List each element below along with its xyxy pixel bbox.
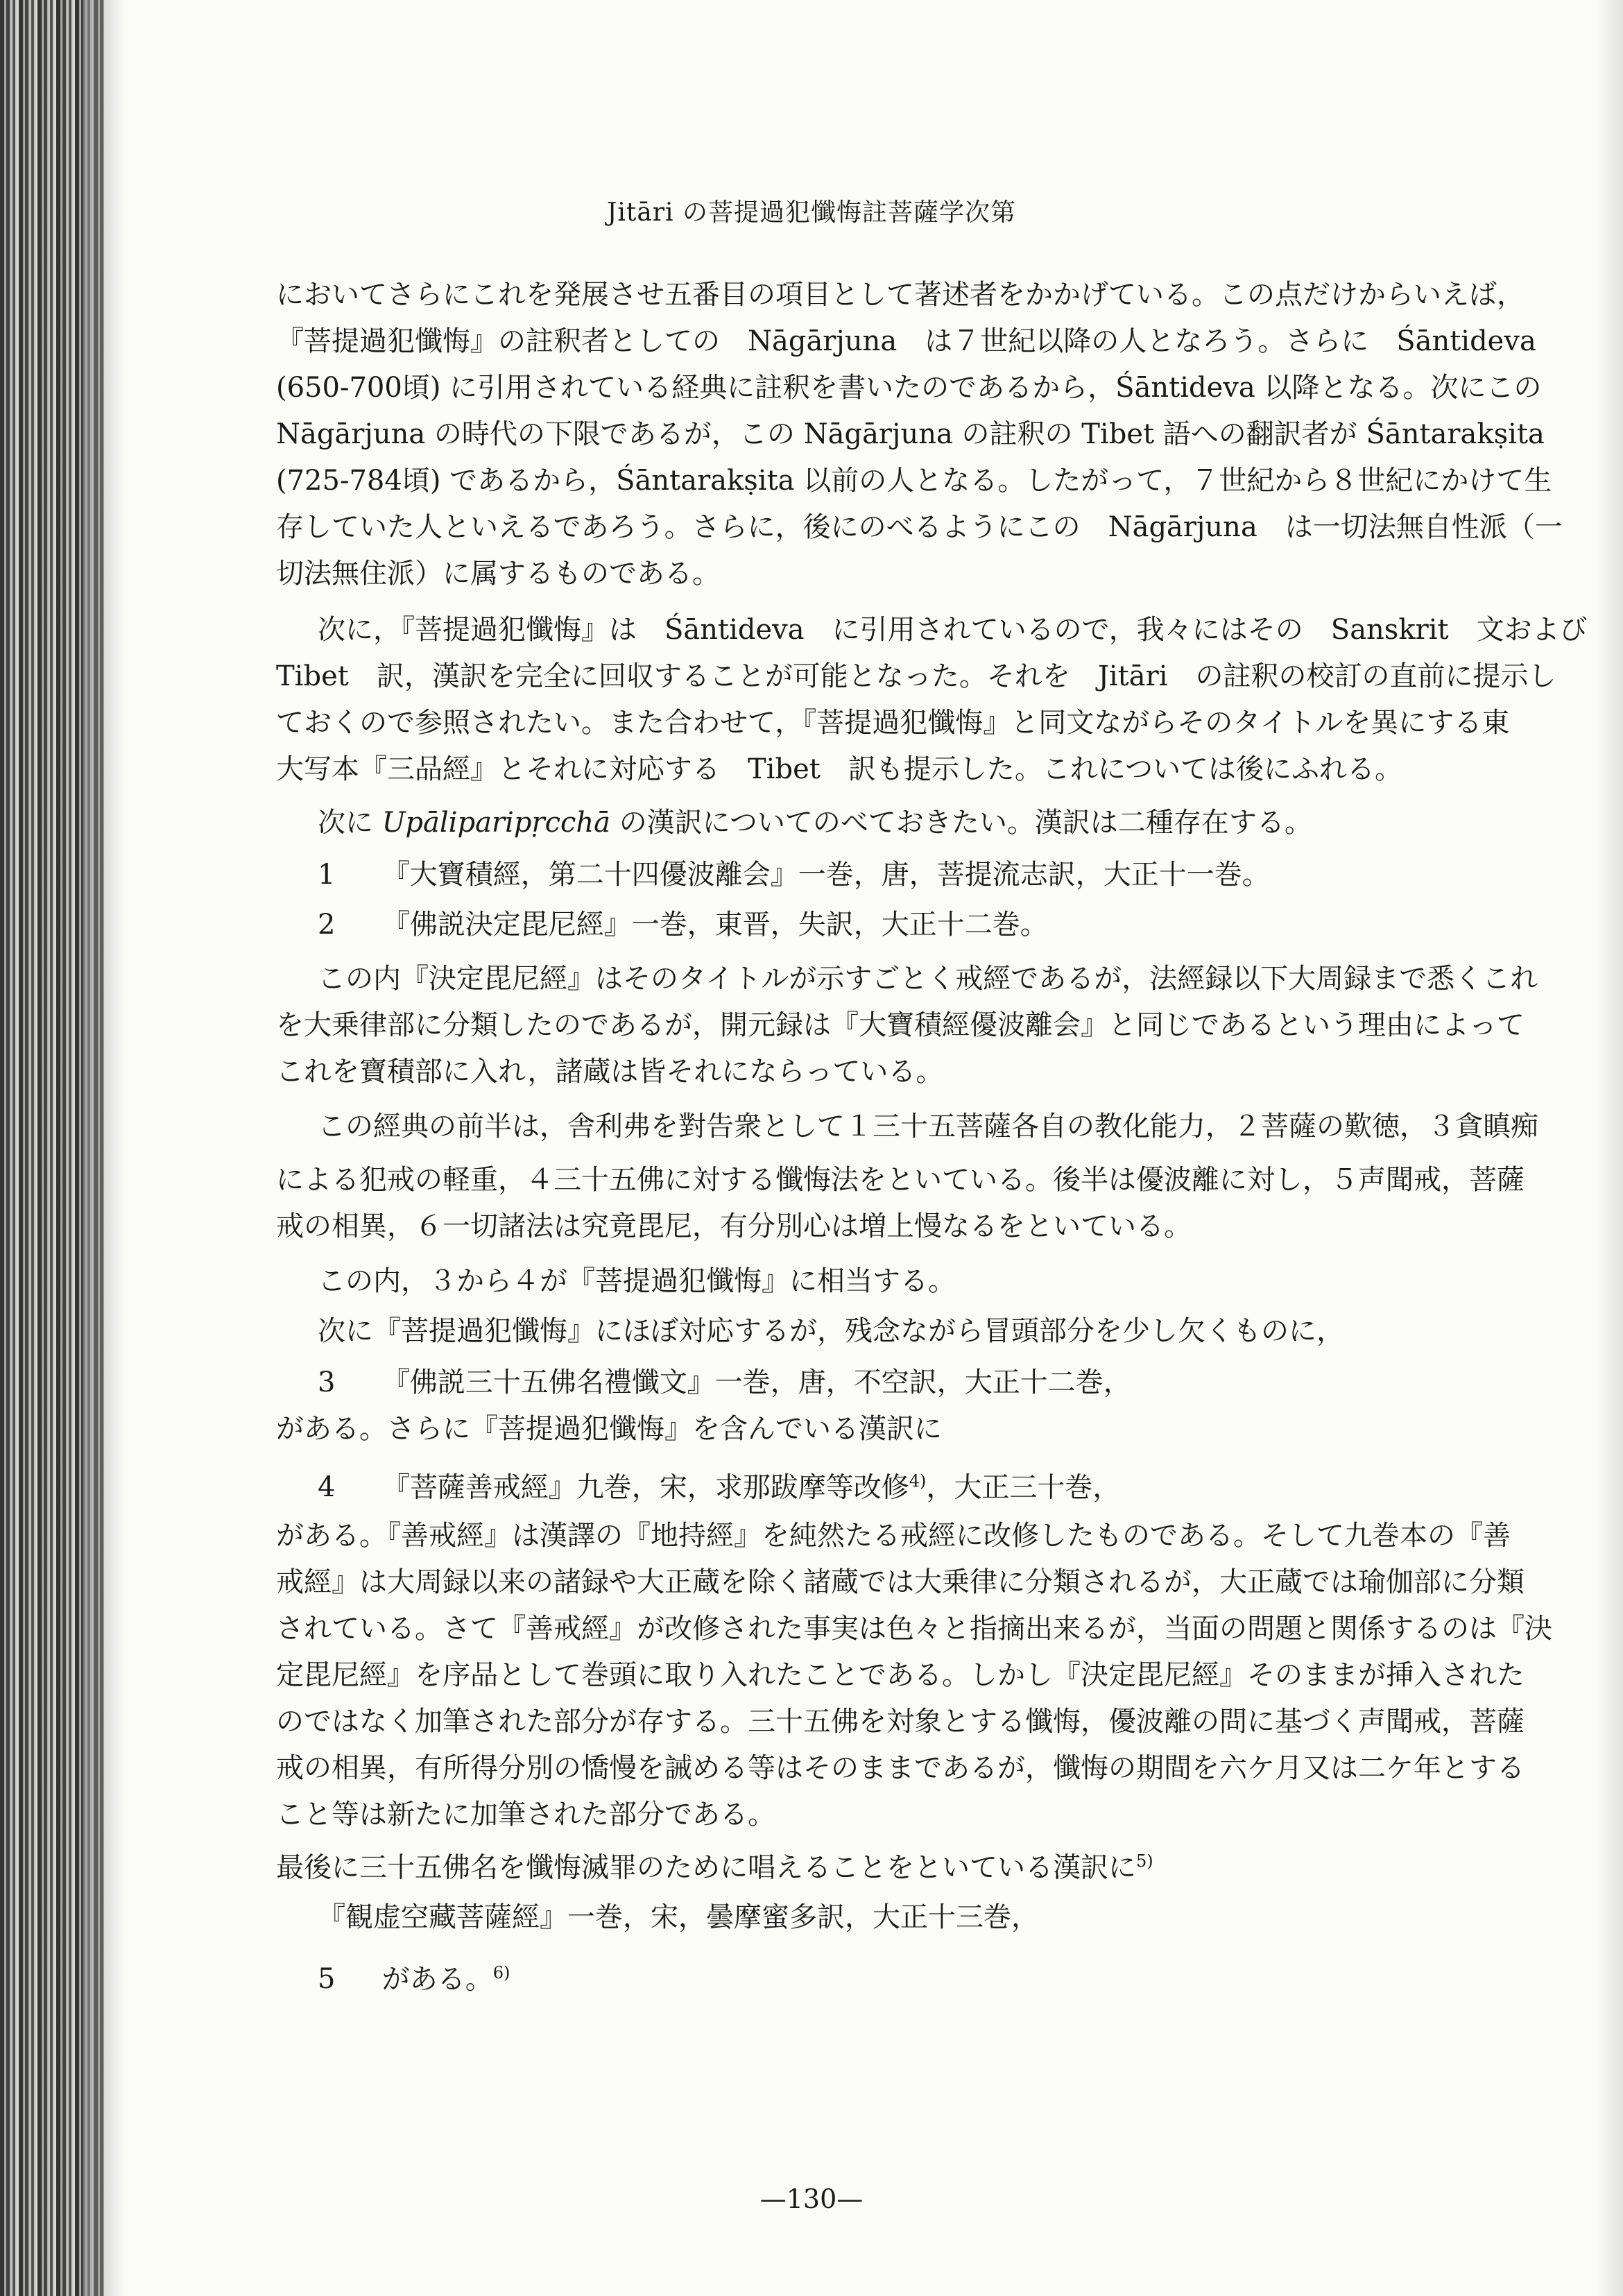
- item-text: 『佛説三十五佛名禮懺文』一巻，唐，不空訳，大正十二巻，: [381, 1367, 1131, 1398]
- running-header: Jitāri の菩提過犯懺悔註菩薩学次第: [606, 198, 1017, 227]
- text-line: この經典の前半は，舎利弗を對告衆として１三十五菩薩各自の教化能力，２菩薩の歎徳，３貪瞋痴: [318, 1111, 1538, 1142]
- list-item: [276, 1360, 1594, 1406]
- text-line: ておくので参照されたい。また合わせて，『菩提過犯懺悔』と同文ながらそのタイトルを異にする東: [276, 707, 1510, 739]
- binding-shadow: [83, 0, 125, 2296]
- item-number: 1: [318, 859, 336, 891]
- text-line: この内『決定毘尼經』はそのタイトルが示すごとく戒經であるが，法經録以下大周録まで悉くこれ: [318, 963, 1538, 995]
- text-line: これを寶積部に入れ，諸蔵は皆それにならっている。: [276, 1056, 944, 1088]
- item-number: 2: [318, 909, 336, 941]
- item-text: がある。: [381, 1963, 493, 1996]
- text-line: による犯戒の軽重，４三十五佛に対する懺悔法をといている。後半は優波離に対し，５声聞戒，菩薩: [276, 1164, 1525, 1196]
- text-line: (650-700頃) に引用されている経典に註釈を書いたのであるから，Śāntideva 以降となる。次にこの: [276, 372, 1542, 404]
- footnote-marker: 4): [909, 1471, 927, 1491]
- text-line: 大写本『三品經』とそれに対応する Tibet 訳も提示した。これについては後にふれる。: [276, 753, 1403, 785]
- text-line: [276, 1838, 1594, 1891]
- text-line: [276, 800, 1623, 846]
- item-text: ，大正三十巻，: [926, 1471, 1121, 1504]
- text-line: 『観虚空藏菩薩經』一巻，宋，曇摩蜜多訳，大正十三巻，: [318, 1901, 1039, 1933]
- text-line: この内，３から４が『菩提過犯懺悔』に相当する。: [318, 1265, 956, 1297]
- list-item: [276, 1458, 1594, 1511]
- list-item: [276, 1950, 1594, 2003]
- text-line: Nāgārjuna の時代の下限であるが，この Nāgārjuna の註釈の Tibet 語への翻訳者が Śāntarakṣita: [276, 418, 1545, 450]
- text-line: 戒の相異，有所得分別の憍慢を誡める等はそのままであるが，懺悔の期間を六ケ月又は二ケ年とする: [276, 1752, 1525, 1784]
- text-line: されている。さて『善戒經』が改修された事実は色々と指摘出来るが，当面の問題と関係するのは『決: [276, 1613, 1552, 1645]
- text-line: こと等は新たに加筆された部分である。: [276, 1799, 775, 1831]
- item-text: 『菩薩善戒經』九巻，宋，求那跋摩等改修: [381, 1471, 909, 1504]
- text-fragment: の漢訳についてのべておきたい。漢訳は二種存在する。: [619, 807, 1312, 839]
- text-line: 次に，『菩提過犯懺悔』は Śāntideva に引用されているので，我々にはその Sanskrit 文および: [318, 614, 1588, 646]
- list-item: [276, 902, 1594, 948]
- item-text: 『佛説決定毘尼經』一巻，東晋，失訳，大正十二巻。: [381, 909, 1048, 941]
- text-line: 『菩提過犯懺悔』の註釈者としての Nāgārjuna は７世紀以降の人となろう。さらに Śāntideva: [276, 325, 1536, 357]
- text-line: がある。さらに『菩提過犯懺悔』を含んでいる漢訳に: [276, 1413, 942, 1445]
- text-line: 定毘尼經』を序品として巻頭に取り入れたことである。しかし『決定毘尼經』そのままが挿入された: [276, 1659, 1525, 1691]
- text-line: 切法無住派）に属するものである。: [276, 558, 720, 590]
- text-fragment: 次に: [318, 807, 373, 839]
- footnote-marker: 6): [492, 1963, 510, 1982]
- text-line: 戒の相異，６一切諸法は究竟毘尼，有分別心は増上慢なるをといている。: [276, 1210, 1192, 1242]
- footnote-marker: 5): [1136, 1851, 1153, 1871]
- item-text: 『大寶積經，第二十四優波離会』一巻，唐，菩提流志訳，大正十一巻。: [381, 859, 1270, 891]
- text-line: 戒經』は大周録以来の諸録や大正蔵を除く諸蔵では大乗律に分類されるが，大正蔵では瑜伽部に分類: [276, 1566, 1525, 1598]
- text-line: 存していた人といえるであろう。さらに，後にのべるようにこの Nāgārjuna は一切法無自性派（一: [276, 511, 1563, 543]
- text-line: のではなく加筆された部分が存する。三十五佛を対象とする懺悔，優波離の問に基づく声聞戒，菩薩: [276, 1706, 1525, 1738]
- item-number: 5: [318, 1963, 336, 1996]
- sutra-title-italic: Upāliparipṛcchā: [381, 807, 610, 839]
- text-line: 次に『菩提過犯懺悔』にほぼ対応するが，残念ながら冒頭部分を少し欠くものに，: [318, 1315, 1344, 1347]
- text-line: がある。『善戒經』は漢譯の『地持經』を純然たる戒經に改修したものである。そして九巻本の『善: [276, 1520, 1511, 1552]
- text-fragment: 最後に三十五佛名を懺悔滅罪のために唱えることをといている漢訳に: [276, 1851, 1136, 1884]
- item-number: 4: [318, 1471, 336, 1504]
- text-line: を大乗律部に分類したのであるが，開元録は『大寶積經優波離会』と同じであるという理由によって: [276, 1009, 1525, 1041]
- text-line: Tibet 訳，漢訳を完全に回収することが可能となった。それを Jitāri の註釈の校訂の直前に提示し: [276, 660, 1556, 692]
- item-number: 3: [318, 1367, 336, 1398]
- text-line: においてさらにこれを発展させ五番目の項目として著述者をかかげている。この点だけからいえば，: [276, 279, 1525, 311]
- text-line: (725-784頃) であるから，Śāntarakṣita 以前の人となる。したがって，７世紀から８世紀にかけて生: [276, 465, 1552, 497]
- page-number: —130—: [759, 2184, 864, 2214]
- list-item: [276, 852, 1594, 898]
